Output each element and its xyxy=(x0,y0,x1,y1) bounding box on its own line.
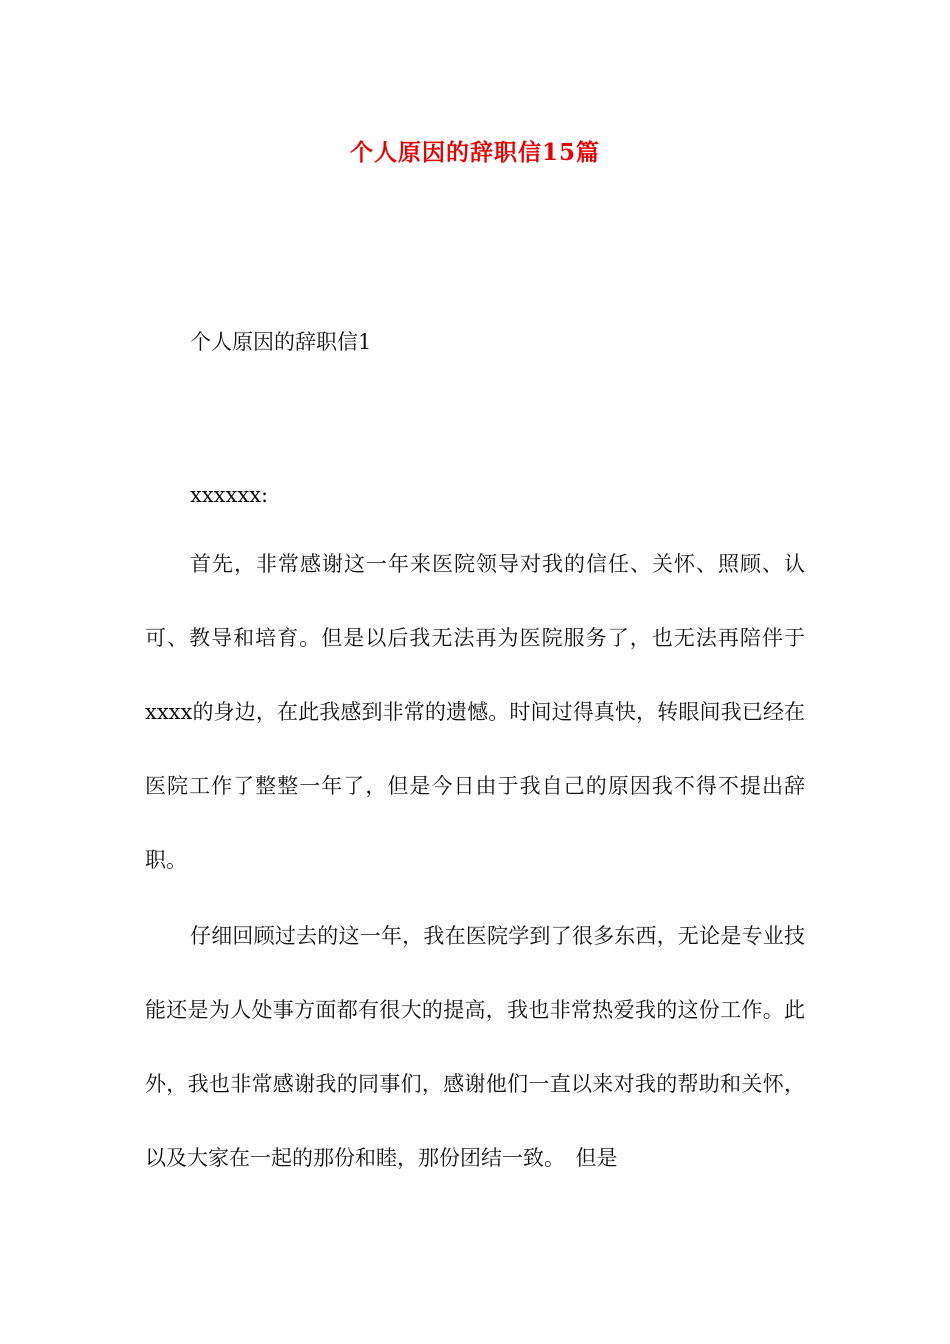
letter-heading: 个人原因的辞职信1 xyxy=(190,330,372,354)
body-paragraph: 首先，非常感谢这一年来医院领导对我的信任、关怀、照顾、认可、教导和培育。但是以后我无法再为医院服务了，也无法再陪伴于xxxx的身边，在此我感到非常的遗憾。时间过得真快，转眼间我已经在医院工作了整整一年了，但是今日由于我自己的原因我不得不提出辞职。 xyxy=(145,552,805,872)
document-title: 个人原因的辞职信15篇 xyxy=(349,139,600,166)
body-paragraph: 仔细回顾过去的这一年，我在医院学到了很多东西，无论是专业技能还是为人处事方面都有很大的提高，我也非常热爱我的这份工作。此外，我也非常感谢我的同事们，感谢他们一直以来对我的帮助和关怀，以及大家在一起的那份和睦，那份团结一致。 但是 xyxy=(145,924,805,1170)
letter-salutation: xxxxxx: xyxy=(190,483,269,507)
